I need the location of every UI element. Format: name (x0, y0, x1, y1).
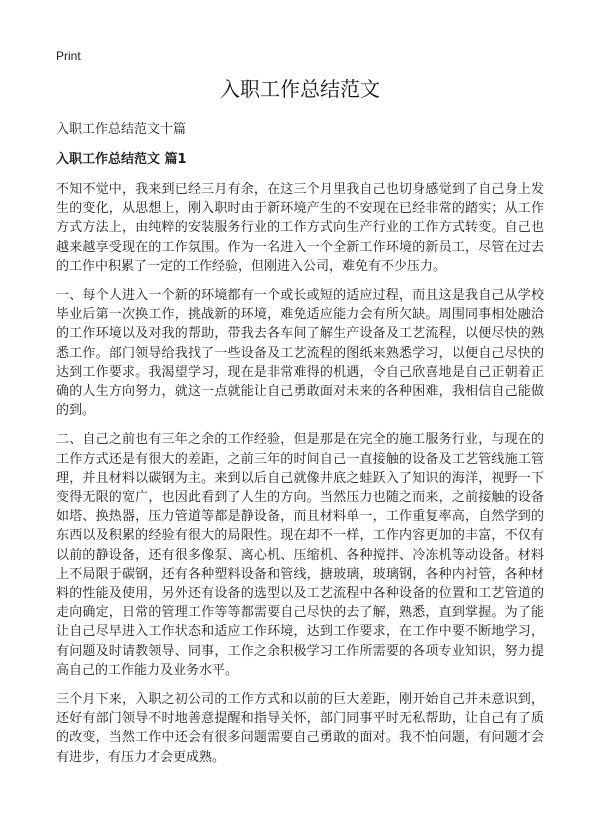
print-link[interactable]: Print (56, 49, 81, 63)
paragraph-three: 三个月下来，入职之初公司的工作方式和以前的巨大差距，刚开始自己并未意识到，还好有部门领导不时地善意提醒和指导关怀，部门同事平时无私帮助，让自己有了质的改变，当然工作中还会有很多问题需要自己勇敢的面对。我不怕问题，有问题才会有进步，有压力才会更成熟。 (56, 692, 544, 765)
paragraph-one: 一、每个人进入一个新的环境都有一个或长或短的适应过程，而且这是我自己从学校毕业后第一次换工作，挑战新的环境，难免适应能力会有所欠缺。周围同事相处融洽的工作环境以及对我的帮助，带我去各车间了解生产设备及工艺流程，以便尽快的熟悉工作。部门领导给我找了一些设备及工艺流程的图纸来熟悉学习，以便自己尽快的达到工作要求。我渴望学习，现在是非常难得的机遇，令自己欣喜地是自己正朝着正确的人生方向努力，就这一点就能让自己勇敢面对未来的各种困难，我相信自己能做的到。 (56, 288, 544, 419)
document-subtitle: 入职工作总结范文十篇 (56, 122, 187, 137)
article-body (56, 180, 544, 777)
page-title: 入职工作总结范文 (220, 77, 380, 101)
paragraph-intro: 不知不觉中，我来到已经三月有余，在这三个月里我自己也切身感觉到了自己身上发生的变化，从思想上，刚入职时由于新环境产生的不安现在已经非常的踏实；从工作方式方法上，由纯粹的安装服务行业的工作方式向生产行业的工作方式转变。自己也越来越享受现在的工作氛围。作为一名进入一个全新工作环境的新员工，尽管在过去的工作中积累了一定的工作经验，但刚进入公司，难免有不少压力。 (56, 182, 544, 274)
section-heading: 入职工作总结范文 篇1 (56, 152, 187, 167)
paragraph-two: 二、自己之前也有三年之余的工作经验，但是那是在完全的施工服务行业，与现在的工作方式还是有很大的差距，之前三年的时间自己一直接触的设备及工艺管线施工管理，并且材料以碳钢为主。来到以后自己就像井底之蛙跃入了知识的海洋，视野一下变得无限的宽广，也因此看到了人生的方向。当然压力也随之而来，之前接触的设备如塔、换热器，压力管道等都是静设备，而且材料单一，工作重复率高，自然学到的东西以及积累的经验有很大的局限性。现在却不一样，工作内容更加的丰富，不仅有以前的静设备，还有很多像泵、离心机、压缩机、各种搅拌、冷冻机等动设备。材料上不局限于碳钢，还有各种塑料设备和管线，搪玻璃，玻璃钢，各种内衬管，各种材料的性能及使用，另外还有设备的选型以及工艺流程中各种设备的位置和工艺管道的走向确定，日常的管理工作等等都需要自己尽快的去了解，熟悉，直到掌握。为了能让自己尽早进入工作状态和适应工作环境，达到工作要求，在工作中要不断地学习，有问题及时请教领导、同事，工作之余积极学习工作所需要的各项专业知识，努力提高自己的工作能力及业务水平。 (56, 432, 544, 678)
